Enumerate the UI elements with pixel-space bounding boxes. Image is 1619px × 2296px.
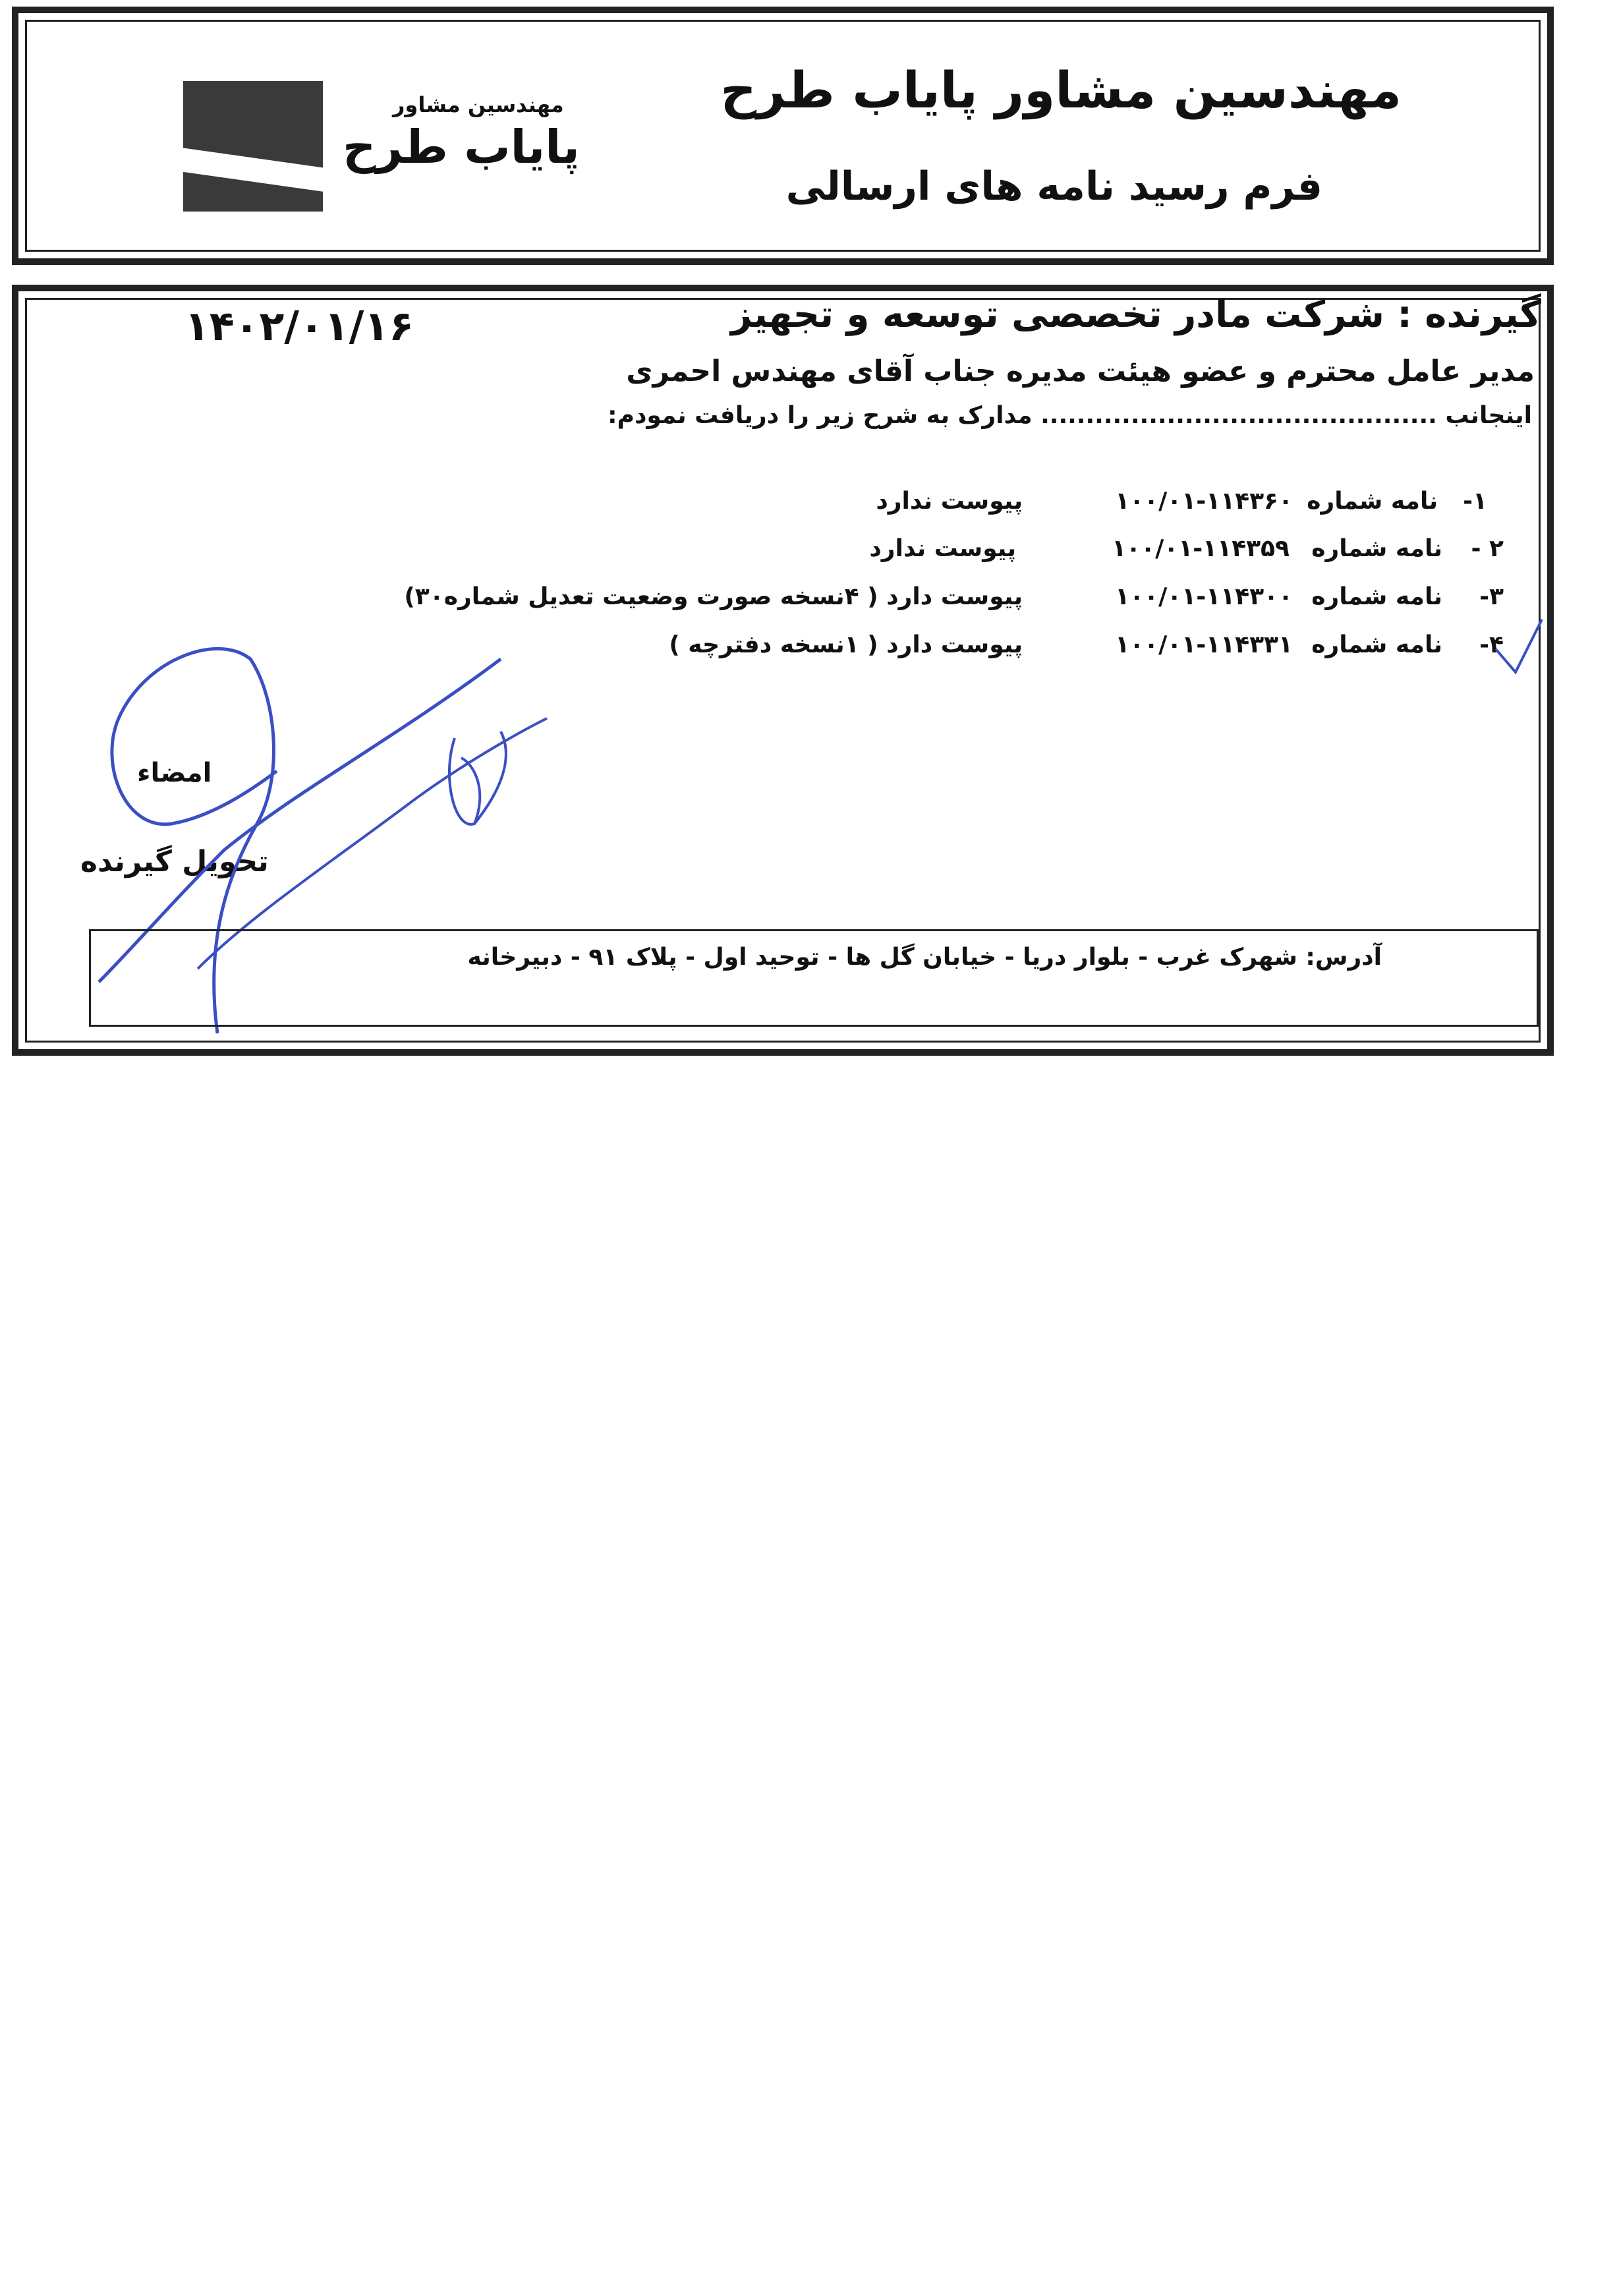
letter-attachment: پیوست دارد ( ۱نسخه دفترچه ): [669, 631, 1023, 658]
sign-label: امضاء: [137, 758, 212, 788]
form-title: فرم رسید نامه های ارسالی: [785, 163, 1322, 210]
footer-address: آدرس: شهرک غرب - بلوار دریا - خیابان گل ها - توحید اول - پلاک ۹۱ - دبیرخانه: [467, 944, 1382, 971]
letter-index: ۱-: [1463, 488, 1487, 515]
letter-row-1: [0, 488, 1619, 521]
addressee-line: مدیر عامل محترم و عضو هیئت مدیره جناب آقای مهندس احمری: [626, 355, 1535, 388]
letter-index: ۲ -: [1471, 535, 1504, 562]
letter-row-4: [0, 631, 1619, 664]
letter-number: ۱۰۰/۰۱-۱۱۴۳۰۰: [1115, 583, 1293, 610]
letter-row-3: [0, 583, 1619, 616]
letter-index: ۴-: [1479, 631, 1504, 658]
letter-number: ۱۰۰/۰۱-۱۱۴۳۳۱: [1115, 631, 1293, 658]
letter-number: ۱۰۰/۰۱-۱۱۴۳۵۹: [1112, 535, 1290, 562]
letter-label: نامه شماره: [1307, 488, 1438, 515]
document-date: ۱۴۰۲/۰۱/۱۶: [185, 302, 414, 350]
logo-small-text: مهندسین مشاور: [393, 92, 564, 117]
letter-label: نامه شماره: [1311, 535, 1442, 562]
recipient-line: گیرنده : شرکت مادر تخصصی توسعه و تجهیز: [730, 293, 1541, 336]
company-name: مهندسین مشاور پایاب طرح: [720, 61, 1402, 119]
letter-attachment: پیوست ندارد: [869, 535, 1016, 562]
company-logo: [183, 81, 323, 212]
letter-row-2: [0, 535, 1619, 568]
letter-attachment: پیوست ندارد: [876, 488, 1023, 515]
letter-index: ۳-: [1479, 583, 1504, 610]
letter-label: نامه شماره: [1311, 631, 1442, 658]
logo-large-text: پایاب طرح: [343, 120, 580, 174]
receipt-statement: اینجانب ............................................ مدارک به شرح زیر را دریافت نمودم:: [608, 402, 1532, 429]
letter-number: ۱۰۰/۰۱-۱۱۴۳۶۰: [1115, 488, 1293, 515]
letter-label: نامه شماره: [1311, 583, 1442, 610]
receiver-label: تحویل گیرنده: [80, 845, 269, 878]
letter-attachment: پیوست دارد ( ۴نسخه صورت وضعیت تعدیل شماره۳۰): [404, 583, 1023, 610]
